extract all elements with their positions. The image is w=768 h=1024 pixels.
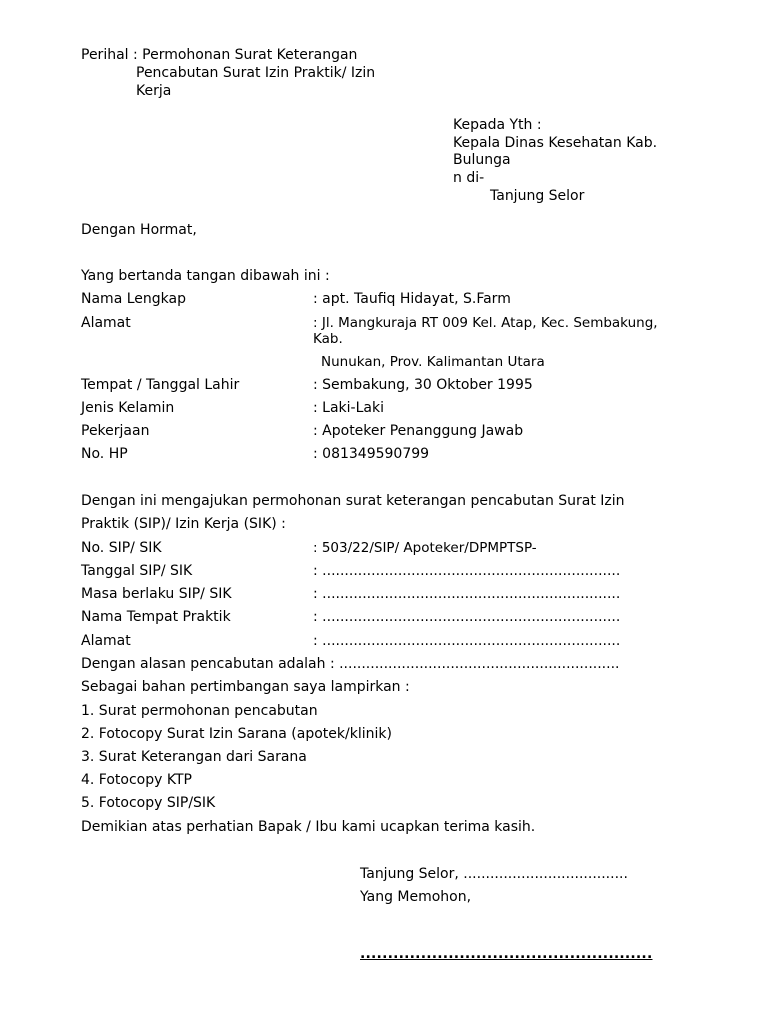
- request-line-2: Praktik (SIP)/ Izin Kerja (SIK) :: [81, 516, 286, 532]
- phone-value: : 081349590799: [313, 446, 430, 462]
- attachment-item: 1. Surat permohonan pencabutan: [81, 703, 318, 719]
- practice-address-value: : ...................................................................: [313, 633, 621, 649]
- gender-label: Jenis Kelamin: [81, 400, 175, 416]
- intro-text: Yang bertanda tangan dibawah ini :: [81, 268, 330, 284]
- permit-validity-label: Masa berlaku SIP/ SIK: [81, 586, 232, 602]
- signature-line: .....................................................: [360, 946, 653, 962]
- practice-address-label: Alamat: [81, 633, 131, 649]
- signature-applicant-label: Yang Memohon,: [360, 889, 472, 905]
- name-label: Nama Lengkap: [81, 291, 186, 307]
- job-label: Pekerjaan: [81, 423, 150, 439]
- greeting: Dengan Hormat,: [81, 222, 197, 238]
- birth-value: : Sembakung, 30 Oktober 1995: [313, 377, 533, 393]
- attachment-item: 2. Fotocopy Surat Izin Sarana (apotek/klinik): [81, 726, 392, 742]
- gender-value: : Laki-Laki: [313, 400, 384, 416]
- name-value: : apt. Taufiq Hidayat, S.Farm: [313, 291, 511, 307]
- reason-text: Dengan alasan pencabutan adalah : ...............................................................: [81, 656, 620, 672]
- phone-label: No. HP: [81, 446, 128, 462]
- request-line-1: Dengan ini mengajukan permohonan surat keterangan pencabutan Surat Izin: [81, 493, 625, 509]
- subject-label: Perihal : Permohonan Surat Keterangan: [81, 47, 358, 63]
- practice-place-label: Nama Tempat Praktik: [81, 609, 231, 625]
- closing-text: Demikian atas perhatian Bapak / Ibu kami ucapkan terima kasih.: [81, 819, 536, 835]
- address-value-line-1: : Jl. Mangkuraja RT 009 Kel. Atap, Kec. Sembakung,: [313, 315, 658, 331]
- permit-number-label: No. SIP/ SIK: [81, 540, 162, 556]
- recipient-line-4: n di-: [453, 170, 485, 186]
- permit-validity-value: : ...................................................................: [313, 586, 621, 602]
- permit-number-value: : 503/22/SIP/ Apoteker/DPMPTSP-: [313, 540, 537, 556]
- address-label: Alamat: [81, 315, 131, 331]
- attachment-item: 4. Fotocopy KTP: [81, 772, 192, 788]
- recipient-line-3: Bulunga: [453, 152, 511, 168]
- permit-date-label: Tanggal SIP/ SIK: [81, 563, 193, 579]
- permit-date-value: : ...................................................................: [313, 563, 621, 579]
- attachment-item: 3. Surat Keterangan dari Sarana: [81, 749, 307, 765]
- address-value-line-3: Nunukan, Prov. Kalimantan Utara: [321, 354, 545, 370]
- signature-place-date: Tanjung Selor, .....................................: [360, 866, 628, 882]
- subject-line-3: Kerja: [136, 83, 172, 99]
- attachment-item: 5. Fotocopy SIP/SIK: [81, 795, 216, 811]
- subject-line-2: Pencabutan Surat Izin Praktik/ Izin: [136, 65, 376, 81]
- recipient-city: Tanjung Selor: [490, 188, 585, 204]
- job-value: : Apoteker Penanggung Jawab: [313, 423, 524, 439]
- recipient-line-1: Kepada Yth :: [453, 117, 542, 133]
- attachments-intro: Sebagai bahan pertimbangan saya lampirkan :: [81, 679, 410, 695]
- birth-label: Tempat / Tanggal Lahir: [81, 377, 240, 393]
- practice-place-value: : ...................................................................: [313, 609, 621, 625]
- address-value-line-2: Kab.: [313, 331, 343, 347]
- recipient-line-2: Kepala Dinas Kesehatan Kab.: [453, 135, 658, 151]
